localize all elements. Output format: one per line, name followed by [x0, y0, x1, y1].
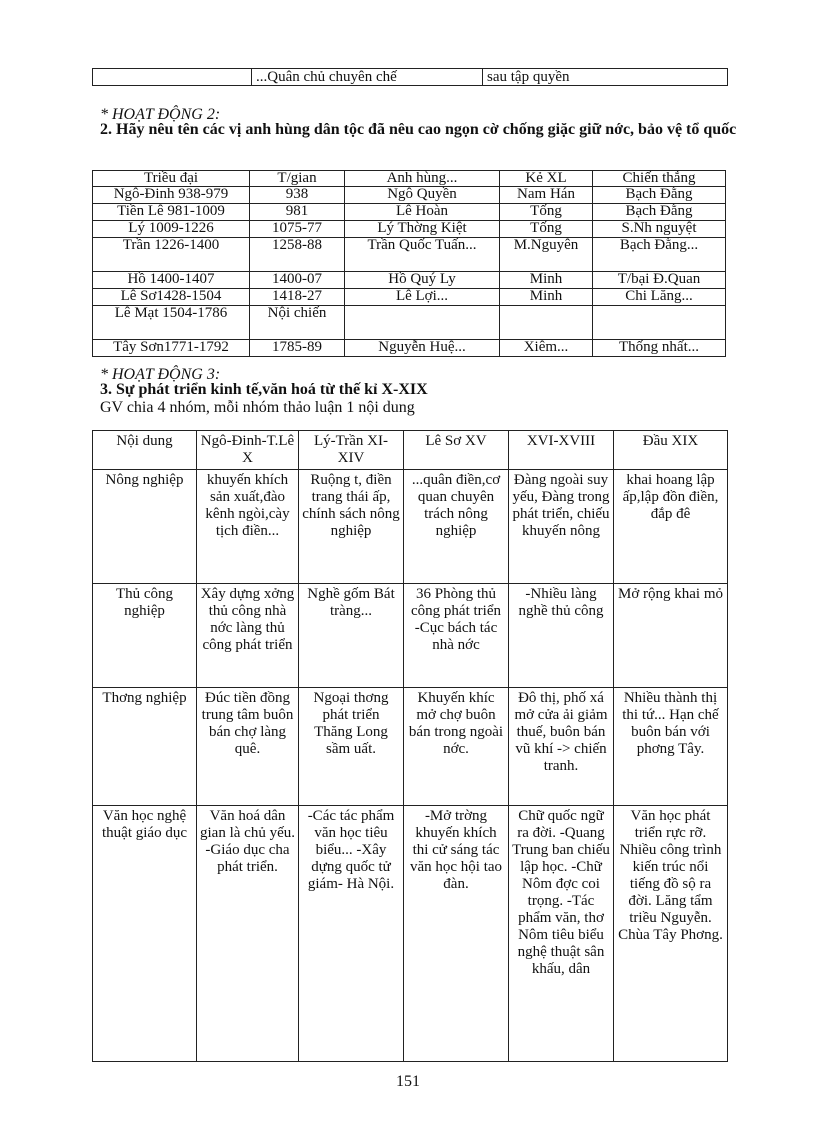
table-cell: Chữ quốc ngữ ra đời. -Quang Trung ban chiếu lập học. -Chữ Nôm đợc coi trọng. -Tác phẩm văn, thơ Nôm tiêu biểu nghệ thuật sân khấu, dân — [509, 806, 614, 1062]
table-header-row — [93, 431, 728, 470]
table-cell: 1785-89 — [250, 340, 345, 357]
table-cell: T/bại Đ.Quan — [593, 272, 726, 289]
table-cell: Nam Hán — [500, 187, 593, 204]
column-header: Anh hùng... — [345, 171, 500, 187]
table-cell: S.Nh nguyệt — [593, 221, 726, 238]
table-cell: Văn học phát triển rực rỡ. Nhiều công trình kiến trúc nổi tiếng đồ sộ ra đời. Lăng tẩm triều Nguyễn. Chùa Tây Phơng. — [614, 806, 728, 1062]
table-cell: Khuyến khíc mở chợ buôn bán trong ngoài nớc. — [404, 688, 509, 806]
culture-table — [92, 430, 728, 1062]
column-header: Đầu XIX — [614, 431, 728, 470]
table-cell: 1400-07 — [250, 272, 345, 289]
table-cell: Thống nhất... — [593, 340, 726, 357]
table-cell: Ngô Quyền — [345, 187, 500, 204]
table-cell: Xây dựng xởng thủ công nhà nớc làng thủ công phát triển — [197, 584, 299, 688]
table-cell: Nguyễn Huệ... — [345, 340, 500, 357]
table-cell: Trần 1226-1400 — [93, 238, 250, 272]
table-cell: ...Quân chủ chuyên chế — [252, 69, 483, 86]
column-header: Kẻ XL — [500, 171, 593, 187]
table-cell: Bạch Đằng... — [593, 238, 726, 272]
table-cell: -Các tác phẩm văn học tiêu biểu... -Xây dựng quốc tử giám- Hà Nội. — [299, 806, 404, 1062]
table-row — [93, 289, 726, 306]
table-cell: Bạch Đằng — [593, 187, 726, 204]
table-cell: Lê Lợi... — [345, 289, 500, 306]
table-cell: Trần Quốc Tuấn... — [345, 238, 500, 272]
table-row — [93, 340, 726, 357]
table-cell: Lê Mạt 1504-1786 — [93, 306, 250, 340]
table-cell: -Mở trờng khuyến khích thi cử sáng tác văn học hội tao đàn. — [404, 806, 509, 1062]
column-header: Nội dung — [93, 431, 197, 470]
table-row — [93, 306, 726, 340]
table-row — [93, 806, 728, 1062]
table-header-row — [93, 171, 726, 187]
table-row — [93, 187, 726, 204]
table-cell: Lê Sơ1428-1504 — [93, 289, 250, 306]
table-row — [93, 204, 726, 221]
column-header: Triều đại — [93, 171, 250, 187]
table-cell: -Nhiều làng nghề thủ công — [509, 584, 614, 688]
table-cell: Lý 1009-1226 — [93, 221, 250, 238]
table-cell: sau tập quyền — [483, 69, 728, 86]
table-cell: 1258-88 — [250, 238, 345, 272]
table-row — [93, 584, 728, 688]
table-cell: 1075-77 — [250, 221, 345, 238]
table-cell: Lý Thờng Kiệt — [345, 221, 500, 238]
table-cell: Thủ công nghiệp — [93, 584, 197, 688]
table-cell: Đàng ngoài suy yếu, Đàng trong phát triển, chiếu khuyến nông — [509, 470, 614, 584]
activity3-instruction: GV chia 4 nhóm, mỗi nhóm thảo luận 1 nội dung — [100, 399, 415, 416]
table-cell: 1418-27 — [250, 289, 345, 306]
table-cell — [500, 306, 593, 340]
table-cell: Ruộng t, điền trang thái ấp, chính sách nông nghiệp — [299, 470, 404, 584]
table-cell: Nghề gốm Bát tràng... — [299, 584, 404, 688]
table-cell: 981 — [250, 204, 345, 221]
activity2-label: * HOẠT ĐỘNG 2: — [100, 106, 221, 123]
table-row — [93, 221, 726, 238]
table-cell: Tây Sơn1771-1792 — [93, 340, 250, 357]
table-cell: Văn học nghệ thuật giáo dục — [93, 806, 197, 1062]
table-cell — [345, 306, 500, 340]
table-row — [93, 470, 728, 584]
table-cell: ...quân điền,cơ quan chuyên trách nông nghiệp — [404, 470, 509, 584]
table-cell: 938 — [250, 187, 345, 204]
activity2-question: 2. Hãy nêu tên các vị anh hùng dân tộc đã nêu cao ngọn cờ chống giặc giữ nớc, bảo vệ tổ quốc — [100, 121, 737, 138]
table-cell: Bạch Đằng — [593, 204, 726, 221]
table-row — [93, 238, 726, 272]
table-cell: Nội chiến — [250, 306, 345, 340]
table-cell — [593, 306, 726, 340]
table-cell: Văn hoá dân gian là chủ yếu. -Giáo dục cha phát triển. — [197, 806, 299, 1062]
table-cell: Hồ Quý Ly — [345, 272, 500, 289]
table-cell: Đô thị, phố xá mở cửa ải giảm thuế, buôn bán vũ khí -> chiến tranh. — [509, 688, 614, 806]
table-cell: 36 Phòng thủ công phát triển -Cục bách tác nhà nớc — [404, 584, 509, 688]
table-cell: khuyến khích sản xuất,đào kênh ngòi,cày tịch điền... — [197, 470, 299, 584]
top-table-fragment — [92, 68, 728, 86]
table-row — [93, 69, 728, 86]
table-cell: Lê Hoàn — [345, 204, 500, 221]
table-cell: Chi Lăng... — [593, 289, 726, 306]
table-cell: Nông nghiệp — [93, 470, 197, 584]
page-number: 151 — [396, 1073, 420, 1090]
activity3-question: 3. Sự phát triển kinh tế,văn hoá từ thế kỉ X-XIX — [100, 381, 428, 398]
table-cell: Minh — [500, 272, 593, 289]
table-cell: Mở rộng khai mỏ — [614, 584, 728, 688]
table-cell: Ngô-Đinh 938-979 — [93, 187, 250, 204]
table-cell: khai hoang lập ấp,lập đồn điền, đắp đê — [614, 470, 728, 584]
table-cell: Tống — [500, 204, 593, 221]
column-header: XVI-XVIII — [509, 431, 614, 470]
column-header: Lý-Trần XI-XIV — [299, 431, 404, 470]
activity3-label: * HOẠT ĐỘNG 3: — [100, 366, 221, 383]
table-cell: Tiền Lê 981-1009 — [93, 204, 250, 221]
table-cell: Minh — [500, 289, 593, 306]
table-cell: M.Nguyên — [500, 238, 593, 272]
table-cell: Nhiều thành thị thi tứ... Hạn chế buôn bán với phơng Tây. — [614, 688, 728, 806]
table-cell: Tống — [500, 221, 593, 238]
column-header: T/gian — [250, 171, 345, 187]
table-cell — [93, 69, 252, 86]
table-cell: Ngoại thơng phát triển Thăng Long sầm uất. — [299, 688, 404, 806]
column-header: Lê Sơ XV — [404, 431, 509, 470]
table-cell: Thơng nghiệp — [93, 688, 197, 806]
table-row — [93, 272, 726, 289]
table-cell: Xiêm... — [500, 340, 593, 357]
column-header: Ngô-Đinh-T.Lê X — [197, 431, 299, 470]
table-cell: Đúc tiền đồng trung tâm buôn bán chợ làng quê. — [197, 688, 299, 806]
column-header: Chiến thắng — [593, 171, 726, 187]
table-row — [93, 688, 728, 806]
heroes-table — [92, 170, 726, 357]
table-cell: Hồ 1400-1407 — [93, 272, 250, 289]
